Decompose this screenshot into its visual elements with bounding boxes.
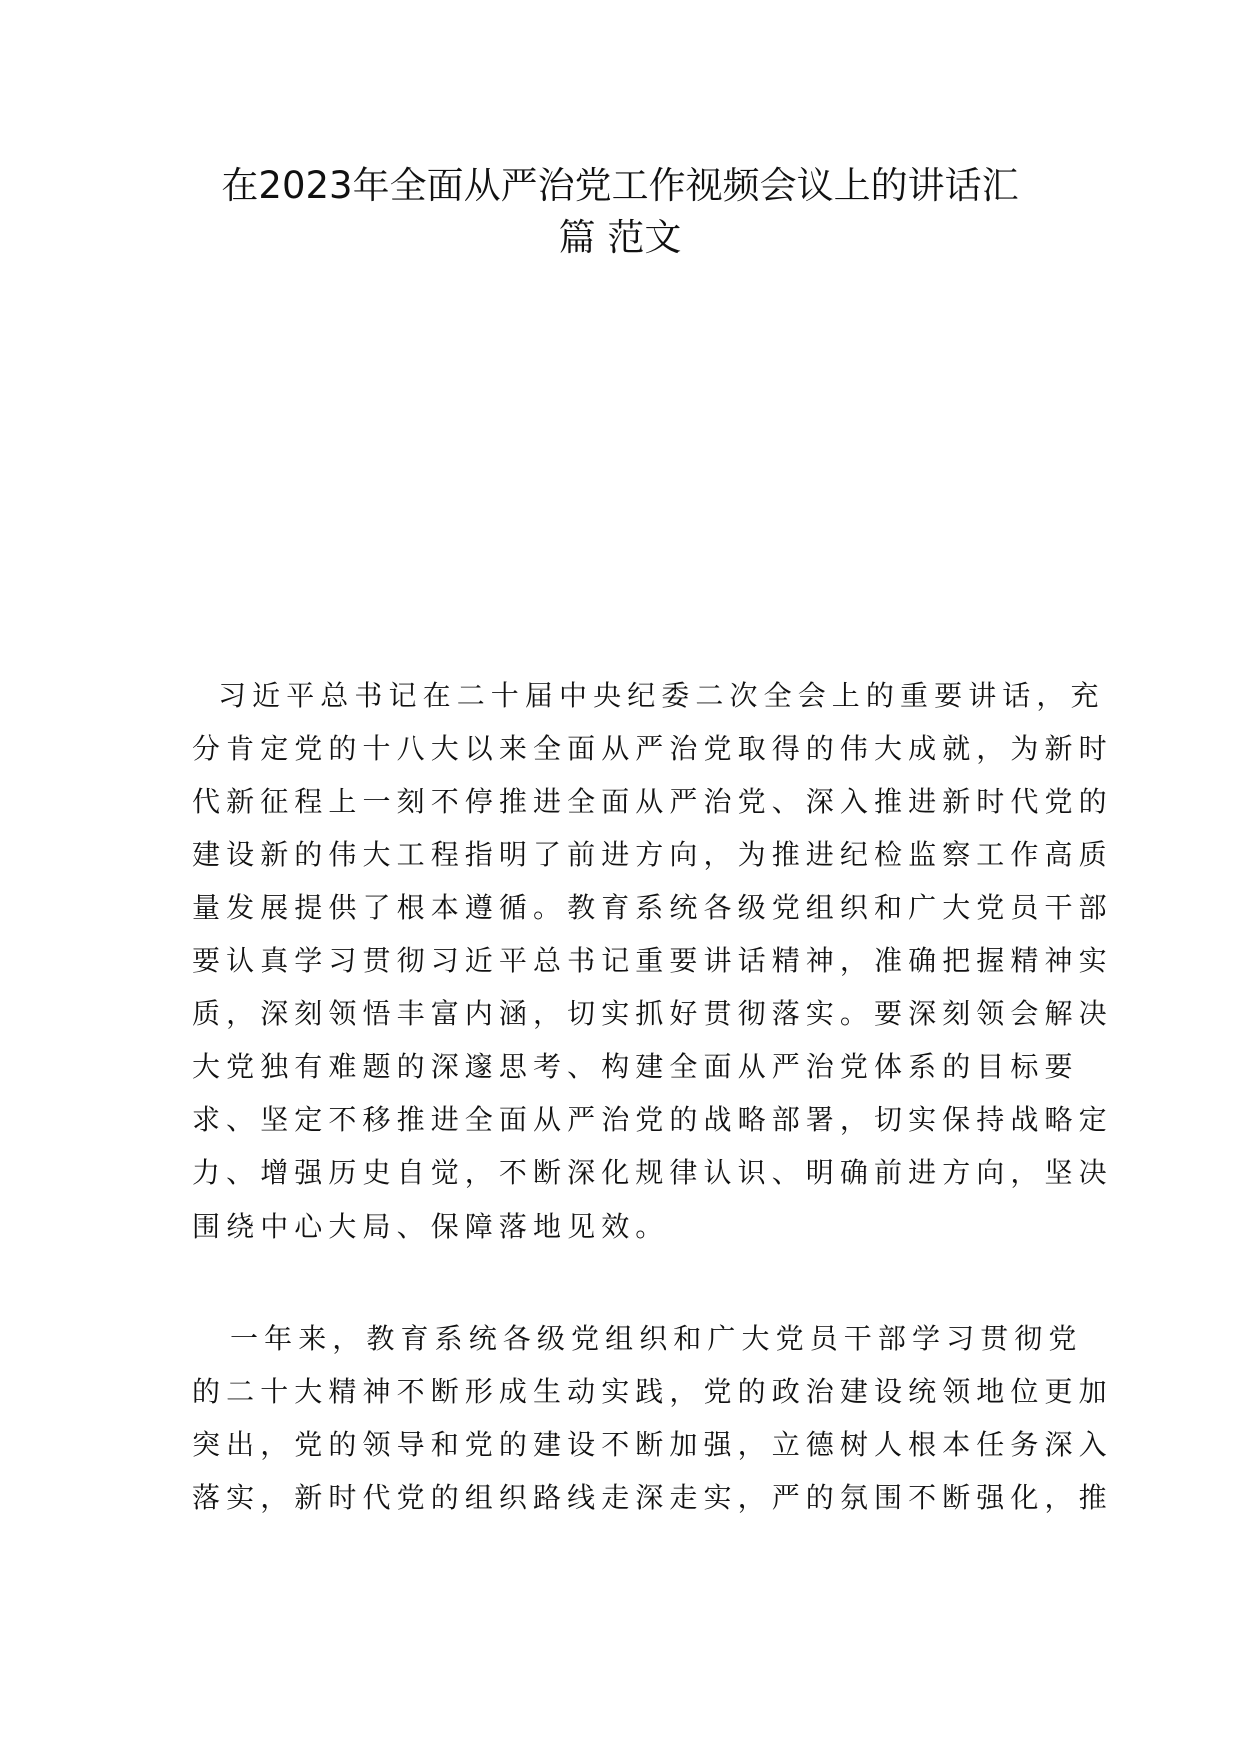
text-line: 量发展提供了根本遵循。教育系统各级党组织和广大党员干部	[192, 891, 1113, 924]
title-line-2: 篇 范文	[558, 216, 682, 259]
text-line: 一年来，教育系统各级党组织和广大党员干部学习贯彻党	[230, 1322, 1083, 1355]
title-line-1: 在2023年全面从严治党工作视频会议上的讲话汇	[221, 164, 1019, 207]
text-line: 围绕中心大局、保障落地见效。	[192, 1210, 670, 1243]
text-line: 建设新的伟大工程指明了前进方向，为推进纪检监察工作高质	[192, 838, 1113, 871]
text-line: 力、增强历史自觉，不断深化规律认识、明确前进方向，坚决	[192, 1156, 1113, 1189]
text-line: 分肯定党的十八大以来全面从严治党取得的伟大成就，为新时	[192, 732, 1113, 765]
text-line: 求、坚定不移推进全面从严治党的战略部署，切实保持战略定	[192, 1103, 1113, 1136]
text-line: 质，深刻领悟丰富内涵，切实抓好贯彻落实。要深刻领会解决	[192, 997, 1113, 1030]
text-line: 大党独有难题的深邃思考、构建全面从严治党体系的目标要	[192, 1050, 1079, 1083]
text-line: 要认真学习贯彻习近平总书记重要讲话精神，准确把握精神实	[192, 944, 1113, 977]
text-line: 落实，新时代党的组织路线走深走实，严的氛围不断强化，推	[192, 1481, 1113, 1514]
text-line: 习近平总书记在二十届中央纪委二次全会上的重要讲话，充	[218, 679, 1105, 712]
text-line: 代新征程上一刻不停推进全面从严治党、深入推进新时代党的	[192, 785, 1113, 818]
text-line: 的二十大精神不断形成生动实践，党的政治建设统领地位更加	[192, 1375, 1113, 1408]
text-line: 突出，党的领导和党的建设不断加强，立德树人根本任务深入	[192, 1428, 1113, 1461]
document-title	[150, 160, 1090, 264]
